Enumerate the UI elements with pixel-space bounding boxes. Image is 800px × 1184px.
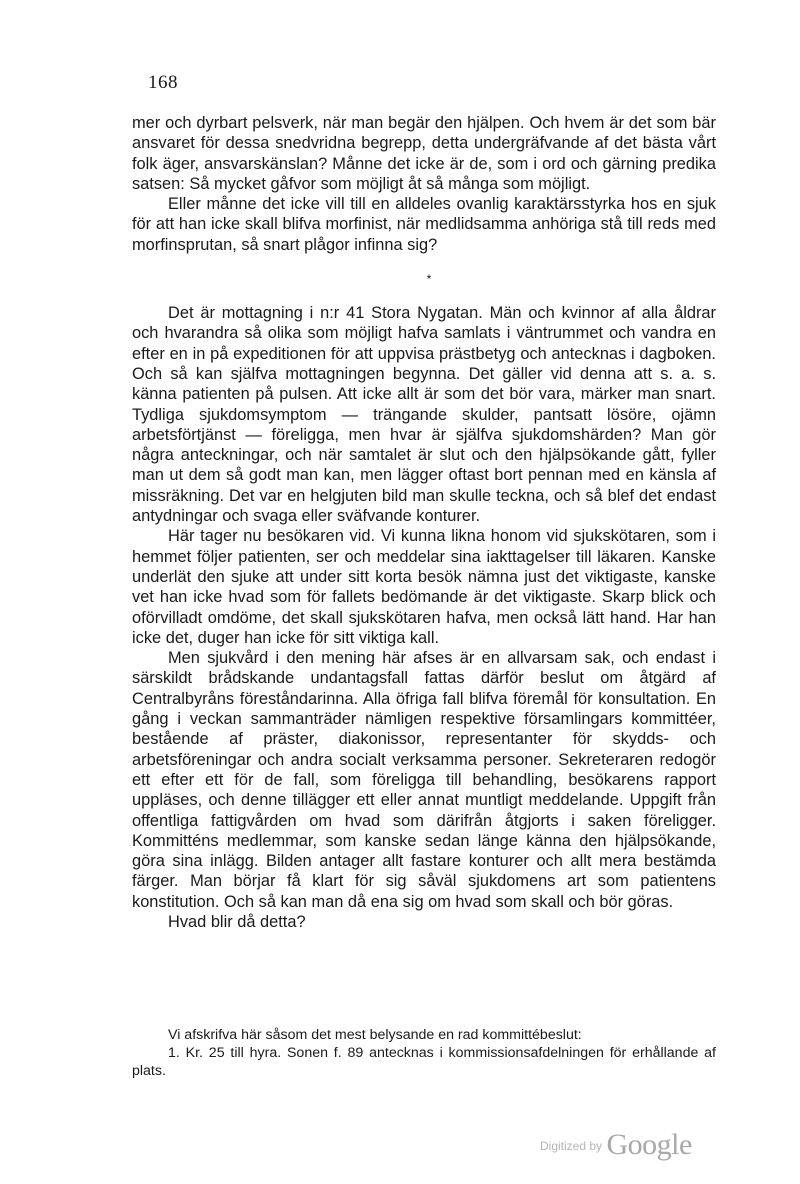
google-logo: Google — [606, 1128, 692, 1161]
paragraph: Det är mottagning i n:r 41 Stora Nygatan. Män och kvinnor af alla åldrar och hvarandra så olika som möjligt hafva samlats i väntrummet och vandra en efter en in på expeditionen för att uppvisa prästbetyg och antecknas i dagboken. Och så kan själfva mottagningen begynna. Det gäller vid denna att s. a. s. känna patienten på pulsen. Att icke allt är som det bör vara, märker man snart. Tydliga sjukdomsymptom — trängande skulder, pantsatt lösöre, ojämn arbetsförtjänst — föreligga, men hvar är själfva sjukdomshärden? Man gör några anteckningar, och när samtalet är slut och den hjälpsökande gått, fyller man ut dem så godt man kan, men lägger oftast bort pennan med en känsla af missräkning. Det var en helgjuten bild man skulle teckna, och så blef det endast antydningar och svaga eller sväfvande konturer. — [132, 304, 716, 526]
page-number: 168 — [148, 72, 178, 93]
footnotes — [132, 1026, 716, 1080]
watermark-prefix: Digitized by — [540, 1139, 603, 1153]
body-text — [132, 113, 716, 932]
paragraph: Här tager nu besökaren vid. Vi kunna likna honom vid sjukskötaren, som i hemmet följer patienten, ser och meddelar sina iakttagelser till läkaren. Kanske underlät den sjuke att under sitt korta besök nämna just det viktigaste, kanske vet han icke hvad som för fallets bedömande är det viktigaste. Skarp blick och oförvilladt omdöme, det skall sjukskötaren hafva, men också lätt hand. Har han icke det, duger han icke för sitt viktiga kall. — [132, 527, 716, 647]
footnote-intro: Vi afskrifva här såsom det mest belysande en rad kommittébeslut: — [168, 1027, 582, 1043]
digitized-by-google-watermark — [540, 1128, 692, 1162]
paragraph: Men sjukvård i den mening här afses är en allvarsam sak, och endast i särskildt brådskande undantagsfall fattas därför beslut om åtgärd af Centralbyråns föreståndarinna. Alla öfriga fall blifva föremål för konsultation. En gång i veckan sammanträder nämligen respektive församlingars kommittéer, bestående af präster, diakonissor, representanter för skydds- och arbetsföreningar och andra socialt verksamma personer. Sekreteraren redogör ett efter ett för de fall, som föreligga till behandling, besökarens rapport uppläses, och denne tillägger ett eller annat muntligt meddelande. Uppgift från offentliga fattigvården om hvad som därifrån åtgjorts i saken föreligger. Kommitténs medlemmar, som kanske sedan länge känna den hjälpsökande, göra sina inlägg. Bilden antager allt fastare konturer och allt mera bestämda färger. Man börjar få klart för sig såväl sjukdomens art som patientens konstitution. Och så kan man då ena sig om hvad som skall och bör göras. — [132, 649, 716, 911]
paragraph: Eller månne det icke vill till en alldeles ovanlig karaktärsstyrka hos en sjuk för att han icke skall blifva morfinist, när medlidsamma anhöriga stå till reds med morfinsprutan, så snart plågor infinna sig? — [132, 195, 716, 254]
section-separator-asterisk: * — [426, 272, 432, 287]
paragraph-continuation: mer och dyrbart pelsverk, när man begär den hjälpen. Och hvem är det som bär ansvaret för dessa snedvridna begrepp, detta undergräfvande af det bästa vårt folk äger, ansvarskänslan? Månne det icke är de, som i ord och gärning predika satsen: Så mycket gåfvor som möjligt åt så många som möjligt. — [132, 114, 716, 193]
footnote-item: 1. Kr. 25 till hyra. Sonen f. 89 antecknas i kommissionsafdelningen för erhållande af plats. — [132, 1045, 716, 1079]
paragraph-question: Hvad blir då detta? — [168, 912, 306, 931]
